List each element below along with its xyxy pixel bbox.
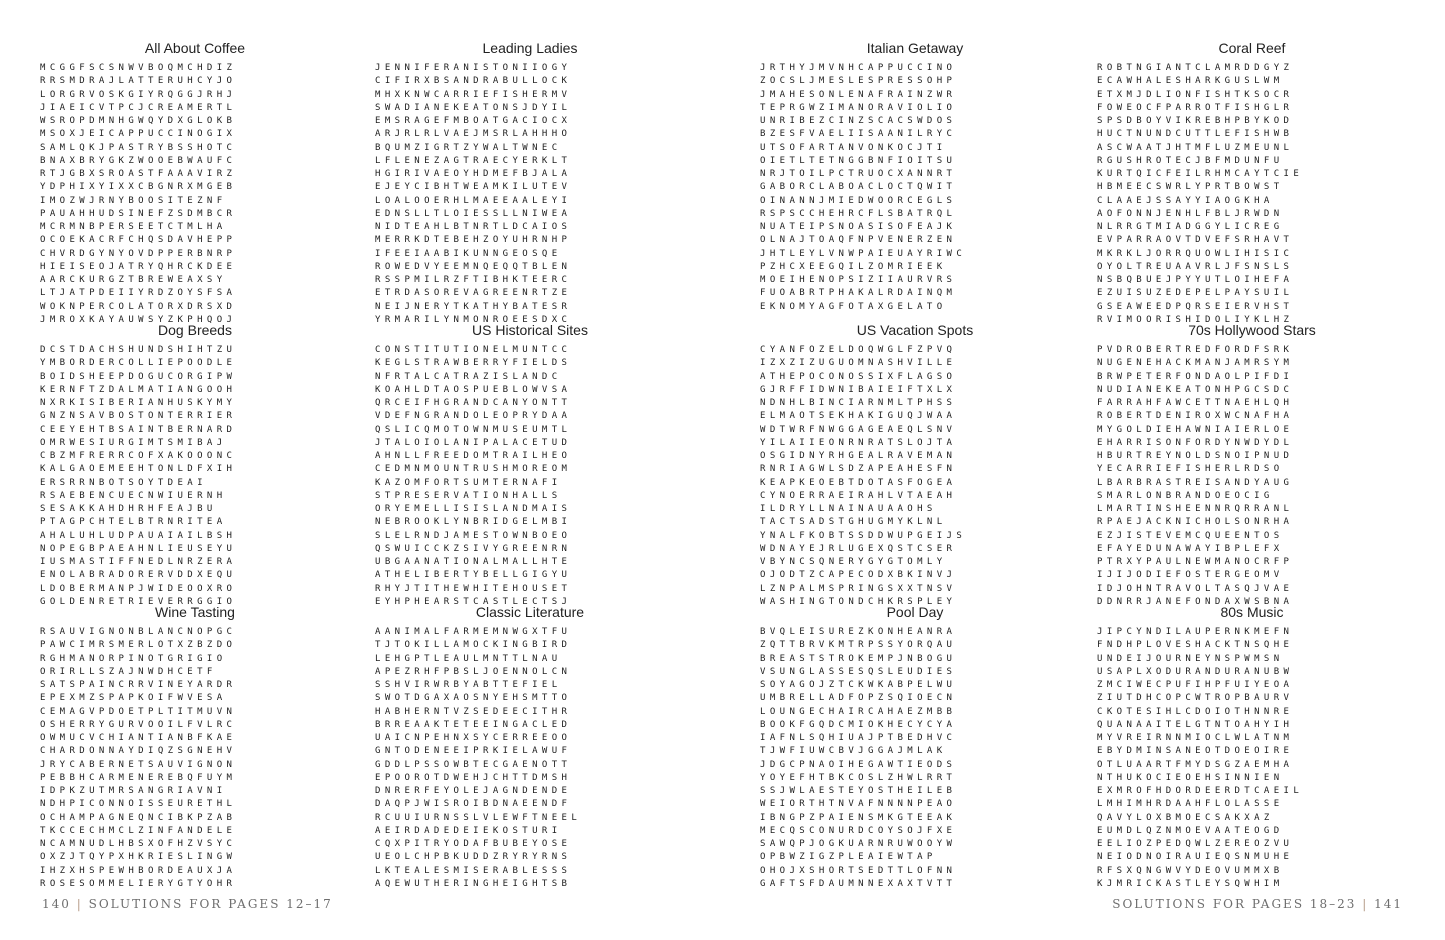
grid-row: CYANFOZELDOQWGLFZPVQ	[760, 345, 957, 355]
grid-row: YRMARILYNMONROEESDXC	[375, 314, 572, 325]
grid-row: KURTQICFEILRHMCAYTCIE	[1097, 169, 1304, 179]
grid-row: MKRKLJORRQUOWLIHISIC	[1097, 248, 1294, 259]
grid-row: ORYEMELLISISLANDMAIS	[375, 504, 572, 514]
grid-row: PTAGPCHTELBTRNRITEA	[40, 517, 227, 528]
grid-row: KERNFTZDALMATIANGOOH	[40, 384, 237, 395]
grid-row: GJRFFIDWNIBAIEIFTXLX	[760, 384, 957, 395]
grid-row: EPOOROTDWEHJCHTTDMSH	[375, 772, 572, 783]
puzzle-title: US Vacation Spots	[856, 322, 974, 338]
puzzle-title: Dog Breeds	[158, 322, 232, 338]
grid-row: IJIJODIEFOSTERGEOMV	[1097, 570, 1284, 581]
grid-row: EDNSLLTLOIESSLLNIWEA	[375, 208, 572, 219]
grid-row: CQXPITRYODAFBUBEYOSE	[375, 839, 572, 849]
grid-row: QSLICQMOTOWNMUSEUMTL	[375, 424, 572, 435]
grid-row: WEIORTHTNVAFNNNNPEAO	[760, 799, 957, 810]
grid-row: LORGRVOSKGIYRQGGJRHJ	[40, 89, 237, 100]
grid-row: YECARRIEFISHERLRDSO	[1097, 464, 1284, 475]
puzzle-title: Italian Getaway	[866, 40, 964, 56]
grid-row: BQUMZIGRTZYWALTWNEC	[375, 142, 562, 153]
grid-row: NSBQBUEJPYYUTLOIHEFA	[1097, 275, 1294, 285]
grid-row: RHYJTITHEWHITEHOUSET	[375, 583, 572, 594]
grid-row: ORIRLLSZAJNWDHCETF	[40, 666, 217, 677]
grid-row: OXZJTQYPXHKRIESLINGW	[40, 852, 237, 863]
letter-grid	[1097, 62, 1303, 327]
grid-row: LTJATPDEIIYRDZOYSFSA	[40, 288, 237, 299]
grid-row: SMARLONBRANDOEOCIG	[1097, 490, 1274, 501]
grid-row: KOAHLDTAOSPUEBLOWVSA	[375, 384, 572, 395]
grid-row: WSROPDMNHGWQYDXGLOKB	[40, 116, 237, 126]
grid-row: MCGGFSCSNWVBOQMCHDIZ	[40, 63, 237, 73]
grid-row: RPAEJACKNICHOLSONRHA	[1097, 517, 1294, 528]
grid-row: JTALOIOLANIPALACETUD	[375, 437, 572, 448]
grid-row: JHTLEYLVNWPAIEUAYRIWC	[760, 248, 967, 259]
grid-row: DNRERFEYOLEJAGNDENDE	[375, 786, 572, 796]
grid-row: JIAEICVTPCJCREAMERTL	[40, 102, 237, 113]
grid-row: ETXMJDLIONFISHTKSOCR	[1097, 89, 1294, 100]
grid-row: HBURTREYNOLDSNOIPNUD	[1097, 451, 1294, 461]
grid-row: BVQLEISUREZKONHEANRA	[760, 627, 957, 637]
grid-row: NEIODNOIRAUIEQSNMUHE	[1097, 852, 1294, 863]
grid-row: ECAWHALESHARKGUSLWM	[1097, 76, 1284, 87]
grid-row: FUOABRTPHAKALRDAINQM	[760, 288, 957, 299]
grid-row: IDPKZUTMRSANGRIAVNI	[40, 786, 227, 796]
footer-left	[42, 897, 333, 911]
grid-row: CIFIRXBSANDRABULLOCK	[375, 76, 572, 87]
grid-row: OINANNJMIEDWOORCEGLS	[760, 195, 957, 206]
grid-row: YOYEFHTBKCOSLZHWLRRT	[760, 772, 957, 783]
grid-row: QAVYLOXBMOECSAKXAZ	[1097, 812, 1274, 823]
grid-row: LKTEALESMISERABLESSS	[375, 865, 572, 876]
grid-row: NDNHLBINCIARNMLTPHSS	[760, 398, 957, 408]
grid-row: CHARDONNAYDIQZSGNEHV	[40, 746, 237, 757]
puzzle-title: Classic Literature	[475, 604, 585, 620]
grid-row: AQEWUTHERINGHEIGHTSB	[375, 878, 572, 889]
grid-row: ENOLABRADORERVDDXEQU	[40, 570, 237, 581]
grid-row: NTHUKOCIEOEHSINNIEN	[1097, 772, 1284, 783]
grid-row: SPSDBOYVIKREBHPBYKOD	[1097, 116, 1294, 126]
grid-row: WDNAYEJRLUGEXQSTCSER	[760, 543, 957, 554]
grid-row: PZHCXEEGQILZOMRIEEK	[760, 261, 947, 272]
grid-row: SOYAGOJZTCKWKABPELWU	[760, 680, 957, 690]
grid-row: BREASTSTROKEMPJNBOGU	[760, 653, 957, 664]
grid-row: PAWCIMRSMERLOTXZBZDO	[40, 640, 237, 651]
grid-row: EFAYEDUNAWAYIBPLEFX	[1097, 543, 1284, 554]
grid-row: NEIJNERYTKATHYBATESR	[375, 301, 572, 312]
letter-grid	[760, 344, 966, 609]
grid-row: IUSMASTIFFNEDLNRZERA	[40, 557, 237, 567]
grid-row: AHNLLFREEDOMTRAILHEO	[375, 451, 572, 461]
grid-row: GSEAWEEDPQRSEIERVHST	[1097, 301, 1294, 312]
grid-row: AHALUHLUDPAUAIAILBSH	[40, 530, 237, 541]
grid-row: OHOJXSHORTSEDTTLOFNN	[760, 865, 957, 876]
grid-row: TJTOKILLAMOCKINGBIRD	[375, 640, 572, 651]
grid-row: KALGAOEMEEHTONLDFXIH	[40, 464, 237, 475]
grid-row: LBARBRASTREISANDYAUG	[1097, 477, 1294, 488]
grid-row: UBGAANATIONALMALLHTE	[375, 557, 572, 567]
grid-row: RRSMDRAJLATTERUHCYJO	[40, 76, 237, 87]
puzzle-title: Leading Ladies	[482, 40, 578, 56]
grid-row: OLNAJTOAQFNPVENERZEN	[760, 235, 957, 246]
grid-row: NIDTEAHLBTNRTLDCAIOS	[375, 222, 572, 232]
grid-row: STPRESERVATIONHALLS	[375, 490, 562, 501]
grid-row: LMHIMHRDAAHFLOLASSE	[1097, 799, 1284, 810]
grid-row: ELMAOTSEKHAKIGUQJWAA	[760, 411, 957, 422]
grid-row: IHZXHSPEWHBORDEAUXJA	[40, 865, 237, 876]
grid-row: PTRXYPAULNEWMANOCRFP	[1097, 557, 1294, 567]
grid-row: RGHMANORPINOTGRIGIO	[40, 653, 227, 664]
puzzle-title: 70s Hollywood Stars	[1188, 322, 1316, 338]
grid-row: SATSPAINCRRVINEYARDR	[40, 680, 237, 690]
grid-row: HUCTNUNDCUTTLEFISHWB	[1097, 129, 1294, 140]
letter-grid	[40, 344, 236, 609]
grid-row: LOUNGECHAIRCAHAEZMBB	[760, 706, 957, 717]
grid-row: SAMLQKJPASTRYBSSHOTC	[40, 142, 237, 153]
grid-row: EZJISTEVEMCQUEENTOS	[1097, 530, 1284, 541]
grid-row: MERRKDTEBEHZOYUHRNHP	[375, 235, 572, 246]
grid-row: TEPRGWZIMANORAVIOLIO	[760, 102, 957, 113]
grid-row: QSWUICCKZSIVYGREENRN	[375, 543, 572, 554]
grid-row: ZQTTBRVKMTRPSSYORQAU	[760, 640, 957, 651]
grid-row: EPEXMZSPAPKOIFWVESA	[40, 693, 227, 704]
grid-row: AEIRDADEDEIEKOSTURI	[375, 825, 562, 836]
grid-row: SWOTDGAXAOSNYEHSMTTO	[375, 693, 572, 704]
grid-row: GNZNSAVBOSTONTERRIER	[40, 411, 237, 422]
grid-row: JMROXKAYAUWSYZKPHQOJ	[40, 314, 237, 325]
grid-row: CBZMFRERRCOFXAKOOONC	[40, 451, 237, 461]
grid-row: JRTHYJMVNHCAPPUCCINO	[760, 63, 957, 73]
grid-row: DAQPJWISROIBDNAEENDF	[375, 799, 572, 810]
grid-row: KEGLSTRAWBERRYFIELDS	[375, 358, 572, 369]
footer-label: SOLUTIONS FOR PAGES 18–23	[1112, 897, 1357, 911]
grid-row: JENNIFERANISTONIIOGY	[375, 63, 572, 73]
grid-row: CEEYEHTBSAINTBERNARD	[40, 424, 237, 435]
grid-row: KAZOMFORTSUMTERNAFI	[375, 477, 562, 488]
grid-row: EUMDLQZNMOEVAATEOGD	[1097, 825, 1284, 836]
grid-row: MSOXJEICAPPUCCINOGIX	[40, 129, 237, 140]
grid-row: NXRKISIBERIANHUSKYMY	[40, 398, 237, 408]
grid-row: CEDMNMOUNTRUSHMOREOM	[375, 464, 572, 475]
grid-row: DCSTDACHSHUNDSHIHTZU	[40, 345, 237, 355]
grid-row: VDEFNGRANDOLEOPRYDAA	[375, 411, 572, 422]
grid-row: SESAKKAHDHRHFEAJBU	[40, 504, 217, 514]
grid-row: HBMEECSWRLYPRTBOWST	[1097, 182, 1284, 193]
grid-row: UEOLCHPBKUDDZRYRYRNS	[375, 852, 572, 863]
grid-row: QUANAAITELGTNTOAHYIH	[1097, 719, 1294, 730]
grid-row: OCHAMPAGNEQNCIBKPZAB	[40, 812, 237, 823]
grid-row: RVIMOORISHIDOLIYKLHZ	[1097, 314, 1294, 325]
grid-row: RSPSCCHEHRCFLSBATRQL	[760, 208, 957, 219]
grid-row: RGUSHROTECJBFMDUNFU	[1097, 155, 1284, 166]
grid-row: BRREAAKTETEEINGACLED	[375, 719, 572, 730]
grid-row: IBNGPZPAIENSMKGTEEAK	[760, 812, 957, 823]
grid-row: IDJOHNTRAVOLTASQJVAE	[1097, 583, 1294, 594]
grid-row: NEBROOKLYNBRIDGELMBI	[375, 517, 572, 528]
grid-row: UNRIBEZCINZSCACSWDOS	[760, 116, 957, 126]
page-number: 140	[42, 897, 71, 911]
grid-row: OYOLTREUAAVRLJFSNSLS	[1097, 261, 1294, 272]
grid-row: FARRAHFAWCETTNAEHLQH	[1097, 398, 1294, 408]
grid-row: HIEISEOJATRYQHRCKDEE	[40, 261, 237, 272]
grid-row: RSSPMILRZFTIBHKTEERC	[375, 275, 572, 285]
letter-grid	[40, 62, 236, 327]
grid-row: OCOEKACRFCHQSDAVHEPP	[40, 235, 237, 246]
grid-row: HGIRIVAEOYHDMEFBJALA	[375, 169, 572, 179]
grid-row: PVDROBERTREDFORDFSRK	[1097, 345, 1294, 355]
grid-row: RNRIAGWLSDZAPEAHESFN	[760, 464, 957, 475]
footer-separator: |	[1362, 897, 1375, 911]
grid-row: RTJGBXSROASTFAAAVIRZ	[40, 169, 237, 179]
grid-row: AARCKURGZTBREWEAXSY	[40, 275, 227, 285]
grid-row: UMBRELLADFOPZSQIOECN	[760, 693, 957, 704]
grid-row: SLELRNDJAMESTOWNBOEO	[375, 530, 572, 541]
grid-row: GAFTSFDAUMNNEXAXTVTT	[760, 878, 957, 889]
grid-row: OPBWZIGZPLEAIEWTAP	[760, 852, 937, 863]
puzzle-title: 80s Music	[1220, 604, 1284, 620]
grid-row: WDTWRFNWGGAGEAEQLSNV	[760, 424, 957, 435]
grid-row: ROBTNGIANTCLAMRDDGYZ	[1097, 63, 1294, 73]
grid-row: EMSRAGEFMBOATGACIOCX	[375, 116, 572, 126]
letter-grid	[760, 626, 956, 891]
puzzle-title: Wine Tasting	[155, 604, 235, 620]
footer-separator: |	[76, 897, 89, 911]
grid-row: KEAPKEOEBTDOTASFOGEA	[760, 477, 957, 488]
footer-right	[1112, 897, 1403, 911]
grid-row: EVPARRAOVTDVEFSRHAVT	[1097, 235, 1294, 246]
grid-row: WASHINGTONDCHKRSPLEY	[760, 596, 957, 607]
grid-row: MYGOLDIEHAWNIAIERLOE	[1097, 424, 1294, 435]
grid-row: JMAHESONLENAFRAINZWR	[760, 89, 957, 100]
grid-row: BOOKFGQDCMIOKHECYCYA	[760, 719, 957, 730]
grid-row: LEHGPTLEAULMNTTLNAU	[375, 653, 562, 664]
grid-row: CEMAGVPDOETPLTITMUVN	[40, 706, 237, 717]
grid-row: NLRRGTMIADGGYLICREG	[1097, 222, 1284, 232]
grid-row: NUGENEHACKMANJAMRSYM	[1097, 358, 1294, 369]
letter-grid	[375, 344, 571, 609]
grid-row: SSJWLAESTEYOSTHEILEB	[760, 786, 957, 796]
grid-row: ROSESOMMELIERYGTYOHR	[40, 878, 237, 889]
grid-row: ZOCSLJMESLESPRESSOHP	[760, 76, 957, 87]
grid-row: RSAEBENCUECNWIUERNH	[40, 490, 227, 501]
grid-row: IZXZIZUGUOMNASHVILLE	[760, 358, 957, 369]
grid-row: NOPEGBPAEAHNLIEUSEYU	[40, 543, 237, 554]
grid-row: VSUNGLASSESQSLEUDIES	[760, 666, 957, 677]
grid-row: NCAMNUDLHBSXOFHZVSYC	[40, 839, 237, 849]
grid-row: OIETLTETNGGBNFIOITSU	[760, 155, 957, 166]
grid-row: YILAIIEONRNRATSLOJTA	[760, 437, 957, 448]
grid-row: LOALOOERHLMAEEAALEYI	[375, 195, 572, 206]
grid-row: WOKNPERCOLATORXDRSXD	[40, 301, 237, 312]
grid-row: OSGIDNYRHGEALRAVEMAN	[760, 451, 957, 461]
grid-row: CLAAEJSSAYYIAOGKHA	[1097, 195, 1274, 206]
grid-row: GNTODENEEIPRKIELAWUF	[375, 746, 572, 757]
grid-row: NRJTOILPCTRUOCXANNRT	[760, 169, 957, 179]
grid-row: LMARTINSHEENNRQRRANL	[1097, 504, 1294, 514]
grid-row: ZMCIWECPUFIHPFUIYEOA	[1097, 680, 1294, 690]
grid-row: ASCWAATJHTMFLUZMEUNL	[1097, 142, 1294, 153]
grid-row: BZESFVAELIISAANILRYC	[760, 129, 957, 140]
grid-row: DDNRRJANEFONDAXWSBNA	[1097, 596, 1294, 607]
grid-row: LDOBERMANPJWIDEOOXRO	[40, 583, 237, 594]
grid-row: LZNPALMSPRINGSXXTNSV	[760, 583, 957, 594]
grid-row: RCUUIURNSSLVLEWFTNEEL	[375, 812, 582, 823]
grid-row: NDHPICONNOISSEURETHL	[40, 799, 237, 810]
grid-row: IMOZWJRNYBOOSITEZNF	[40, 195, 227, 206]
grid-row: ETRDASOREVAGREENRTZE	[375, 288, 572, 299]
grid-row: MYVREIRNNMIOCLWLATNM	[1097, 733, 1294, 743]
footer-label: SOLUTIONS FOR PAGES 12–17	[88, 897, 333, 911]
grid-row: TJWFIUWCBVJGGAJMLAK	[760, 746, 947, 757]
grid-row: LFLENEZAGTRAECYERKLT	[375, 155, 572, 166]
grid-row: YMBORDERCOLLIEPOODLE	[40, 358, 237, 369]
grid-row: EZUISUZEDEPELPAYSUIL	[1097, 288, 1294, 299]
grid-row: PEBBHCARMENEREBQFUYM	[40, 772, 237, 783]
grid-row: NUDIANEKEATONHPGCSDC	[1097, 384, 1294, 395]
grid-row: EXMROFHDORDEERDTCAEIL	[1097, 786, 1304, 796]
grid-row: MECQSCONURDCOYSOJFXE	[760, 825, 957, 836]
grid-row: RFSXQNGWVYDEOVUMMXB	[1097, 865, 1284, 876]
grid-row: ROWEDVYEEMNQEQQTBLEN	[375, 261, 572, 272]
grid-row: GABORCLABOACLOCTQWIT	[760, 182, 957, 193]
grid-row: ILDRYLLNAINAUAAOHS	[760, 504, 937, 514]
grid-row: CONSTITUTIONELMUNTCC	[375, 345, 572, 355]
letter-grid	[375, 626, 581, 891]
grid-row: OTLUAARTFMYDSGZAEMHA	[1097, 759, 1294, 770]
grid-row: AOFONNJENHLFBLJRWDN	[1097, 208, 1284, 219]
page-number: 141	[1374, 897, 1403, 911]
grid-row: MCRMNBPERSEETCTMLHA	[40, 222, 227, 232]
grid-row: ZIUTDHCOPCWTROPBAURV	[1097, 693, 1294, 704]
grid-row: MHXKNWCARRIEFISHERMV	[375, 89, 572, 100]
grid-row: EBYDMINSANEOTDOEOIRE	[1097, 746, 1294, 757]
grid-row: RSAUVIGNONBLANCNOPGC	[40, 627, 237, 637]
grid-row: KJMRICKASTLEYSQWHIM	[1097, 878, 1284, 889]
grid-row: PAUAHHUDSINEFZSDMBCR	[40, 208, 237, 219]
puzzle-title: US Historical Sites	[472, 322, 588, 338]
grid-row: NUATEIPSNOASISOFEAJK	[760, 222, 957, 232]
grid-row: YDPHIXYIXXCBGNRXMGEB	[40, 182, 237, 193]
grid-row: BRWPETERFONDAOLPIFDI	[1097, 371, 1294, 382]
grid-row: ERSRRNBOTSOYTDEAI	[40, 477, 207, 488]
grid-row: NFRTALCATRAZISLANDC	[375, 371, 562, 382]
grid-row: YNALFKOBTSSDDWUPGEIJS	[760, 530, 967, 541]
grid-row: UNDEIJOURNEYNSPWMSN	[1097, 653, 1284, 664]
grid-row: ATHELIBERTYBELLGIGYU	[375, 570, 572, 581]
grid-row: VBYNCSQNERYGYGTOMLY	[760, 557, 947, 567]
letter-grid	[1097, 344, 1293, 609]
grid-row: IAFNLSQHIUAJPTBEDHVC	[760, 733, 957, 743]
grid-row: SAWQPJOGKUARNRUWOOYW	[760, 839, 957, 849]
grid-row: BNAXBRYGKZWOOEBWAUFC	[40, 155, 237, 166]
grid-row: EJEYCIBHTWEAMKILUTEV	[375, 182, 572, 193]
grid-row: CYNOERRAEIRAHLVTAEAH	[760, 490, 957, 501]
grid-row: CKOTESIHLCDOIOTHNNRE	[1097, 706, 1294, 717]
grid-row: QRCEIFHGRANDCANYONTT	[375, 398, 572, 408]
puzzle-title: Coral Reef	[1218, 40, 1286, 56]
grid-row: EHARRISONFORDYNWDYDL	[1097, 437, 1294, 448]
grid-row: JRYCABERNETSAUVIGNON	[40, 759, 237, 770]
letter-grid	[40, 626, 236, 891]
grid-row: ROBERTDENIROXWCNAFHA	[1097, 411, 1294, 422]
letter-grid	[760, 62, 966, 314]
grid-row: AANIMALFARMEMNWGXTFU	[375, 627, 572, 637]
grid-row: CHVRDGYNYOVDPPERBNRP	[40, 248, 237, 259]
grid-row: UTSOFARTANVONKOCJTI	[760, 142, 947, 153]
grid-row: APEZRHFPBSLJOENNOLCN	[375, 666, 572, 677]
grid-row: EKNOMYAGFOTAXGELATO	[760, 301, 947, 312]
letter-grid	[1097, 626, 1303, 891]
grid-row: SWADIANEKEATONSJDYIL	[375, 102, 572, 113]
grid-row: TKCCECHMCLZINFANDELE	[40, 825, 237, 836]
grid-row: BOIDSHEEPDOGUCORGIPW	[40, 371, 237, 382]
grid-row: ARJRLRLVAEJMSRLAHHHO	[375, 129, 572, 140]
puzzle-title: Pool Day	[886, 604, 944, 620]
letter-grid	[375, 62, 571, 327]
grid-row: IFEEIAABIKUNNGEOSQE	[375, 248, 562, 259]
grid-row: OJODTZCAPECODXBKINVJ	[760, 570, 957, 581]
puzzle-title: All About Coffee	[144, 40, 246, 56]
grid-row: OWMUCVCHIANTIANBFKAE	[40, 733, 237, 743]
grid-row: ATHEPOCONOSSIXFLAGSO	[760, 371, 957, 382]
grid-row: FNDHPLOVESHACKTNSQHE	[1097, 640, 1294, 651]
grid-row: OMRWESIURGIMTSMIBAJ	[40, 437, 227, 448]
grid-row: JDGCPNAOIHEGAWTIEODS	[760, 759, 957, 770]
grid-row: OSHERRYGURVOOILFVLRC	[40, 719, 237, 730]
grid-row: TACTSADSTGHUGMYKLNL	[760, 517, 947, 528]
grid-row: USAPLXODURANDURANUBW	[1097, 666, 1294, 677]
grid-row: MOEIHENOPSIZIIAURVRS	[760, 275, 957, 285]
grid-row: UAICNPEHNXSYCERREEOO	[375, 733, 572, 743]
grid-row: HABHERNTVZSEDEECITHR	[375, 706, 572, 717]
grid-row: EELIOZPEDQWLZEREOZVU	[1097, 839, 1294, 849]
grid-row: FOWEOCFPARROTFISHGLR	[1097, 102, 1294, 113]
grid-row: EYHPHEARSTCASTLECTSJ	[375, 596, 572, 607]
grid-row: GDDLPSSOWBTECGAENOTT	[375, 759, 572, 770]
grid-row: SSHVIRWRBYABTTEFIEL	[375, 680, 562, 690]
grid-row: JIPCYNDILAUPERNKMEFN	[1097, 627, 1294, 637]
grid-row: GOLDENRETRIEVERRGGIO	[40, 596, 237, 607]
